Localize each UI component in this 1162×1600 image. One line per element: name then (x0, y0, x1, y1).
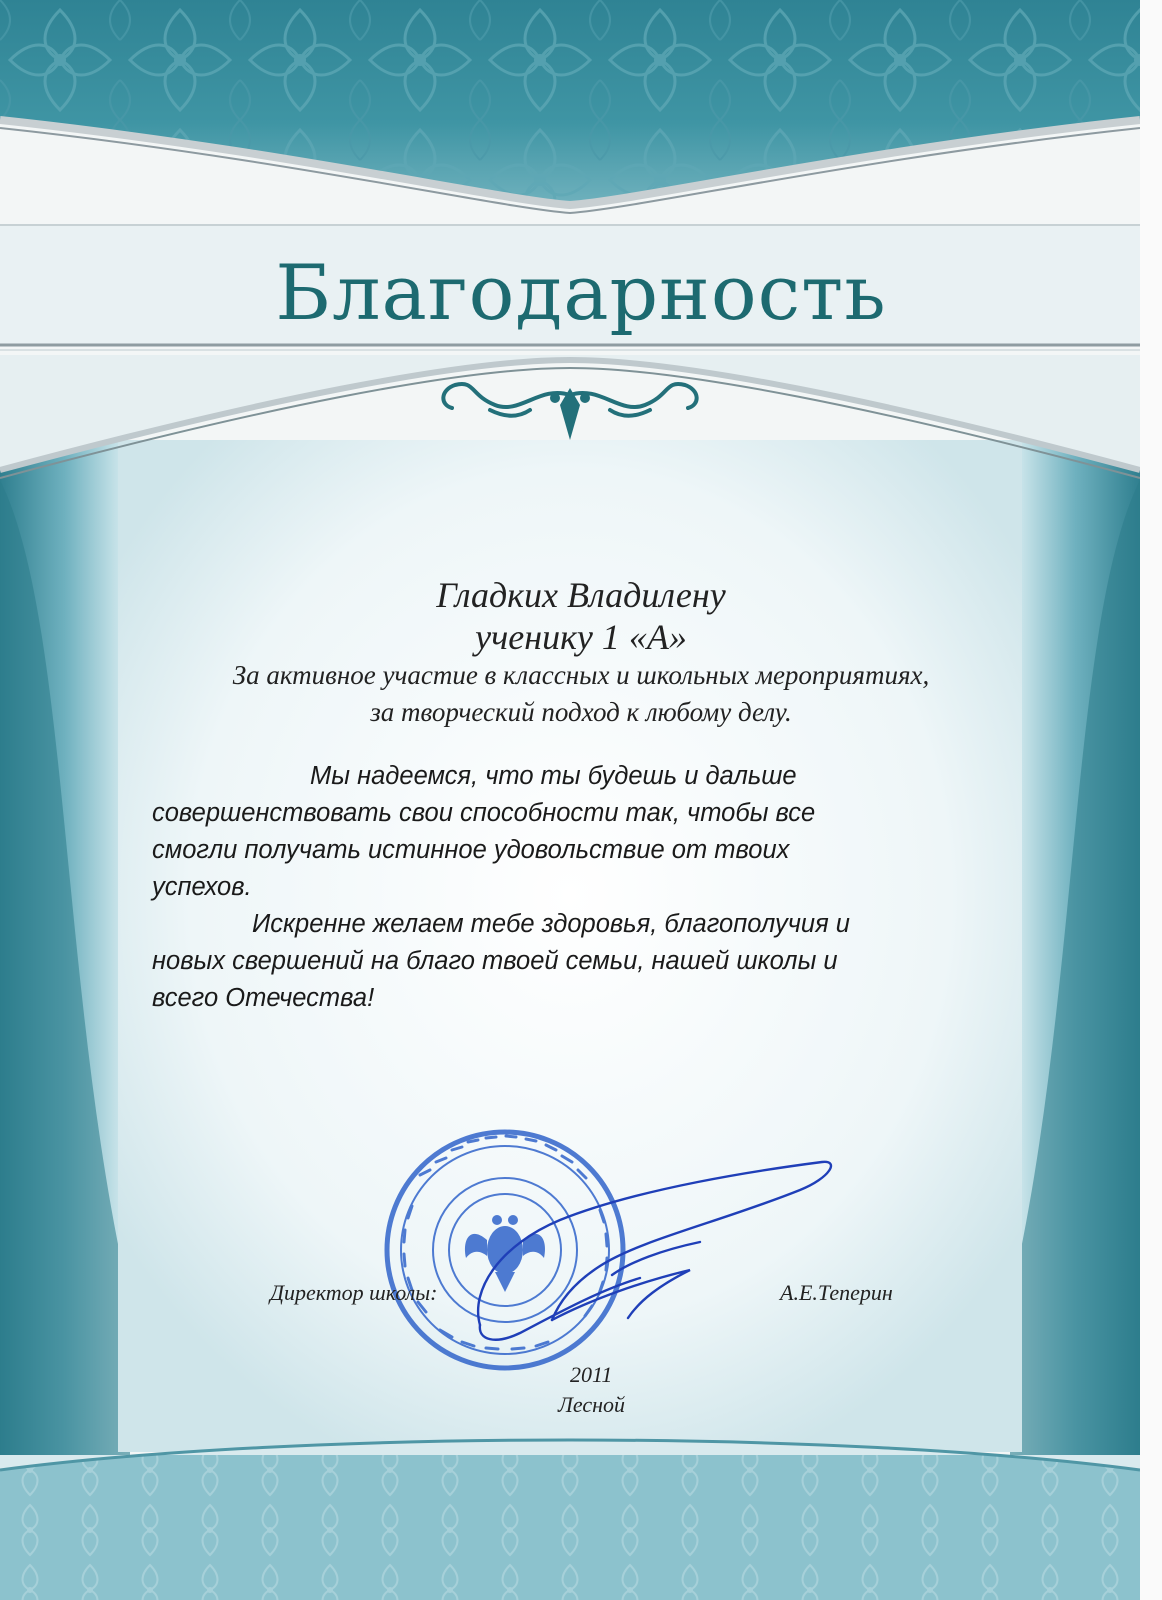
issue-city: Лесной (558, 1392, 626, 1417)
wish-paragraph-2-line: Искренне желаем тебе здоровья, благополучия и (252, 910, 850, 938)
wish-paragraph-1-line: смогли получать истинное удовольствие от твоих (152, 836, 790, 864)
issue-year: 2011 (570, 1362, 613, 1387)
wish-paragraph-1-line: успехов. (152, 873, 252, 901)
wish-paragraph-1 (152, 758, 1012, 906)
director-label: Директор школы: (270, 1280, 438, 1305)
wish-paragraph-2 (152, 906, 1012, 1017)
wish-paragraph-2-line: всего Отечества! (152, 984, 375, 1012)
certificate-title: Благодарность (275, 248, 887, 337)
recipient-role: ученику 1 «А» (475, 617, 687, 657)
reason-line-1: За активное участие в классных и школьных мероприятиях, (232, 660, 930, 690)
recipient-name: Гладких Владилену (436, 575, 726, 615)
reason-line-2: за творческий подход к любому делу. (370, 697, 792, 727)
wish-paragraph-2-line: новых свершений на благо твоей семьи, нашей школы и (152, 947, 838, 975)
wish-paragraph-1-line: Мы надеемся, что ты будешь и дальше (310, 762, 797, 790)
director-name: А.Е.Теперин (780, 1280, 893, 1305)
wish-paragraph-1-line: совершенствовать свои способности так, чтобы все (152, 799, 816, 827)
